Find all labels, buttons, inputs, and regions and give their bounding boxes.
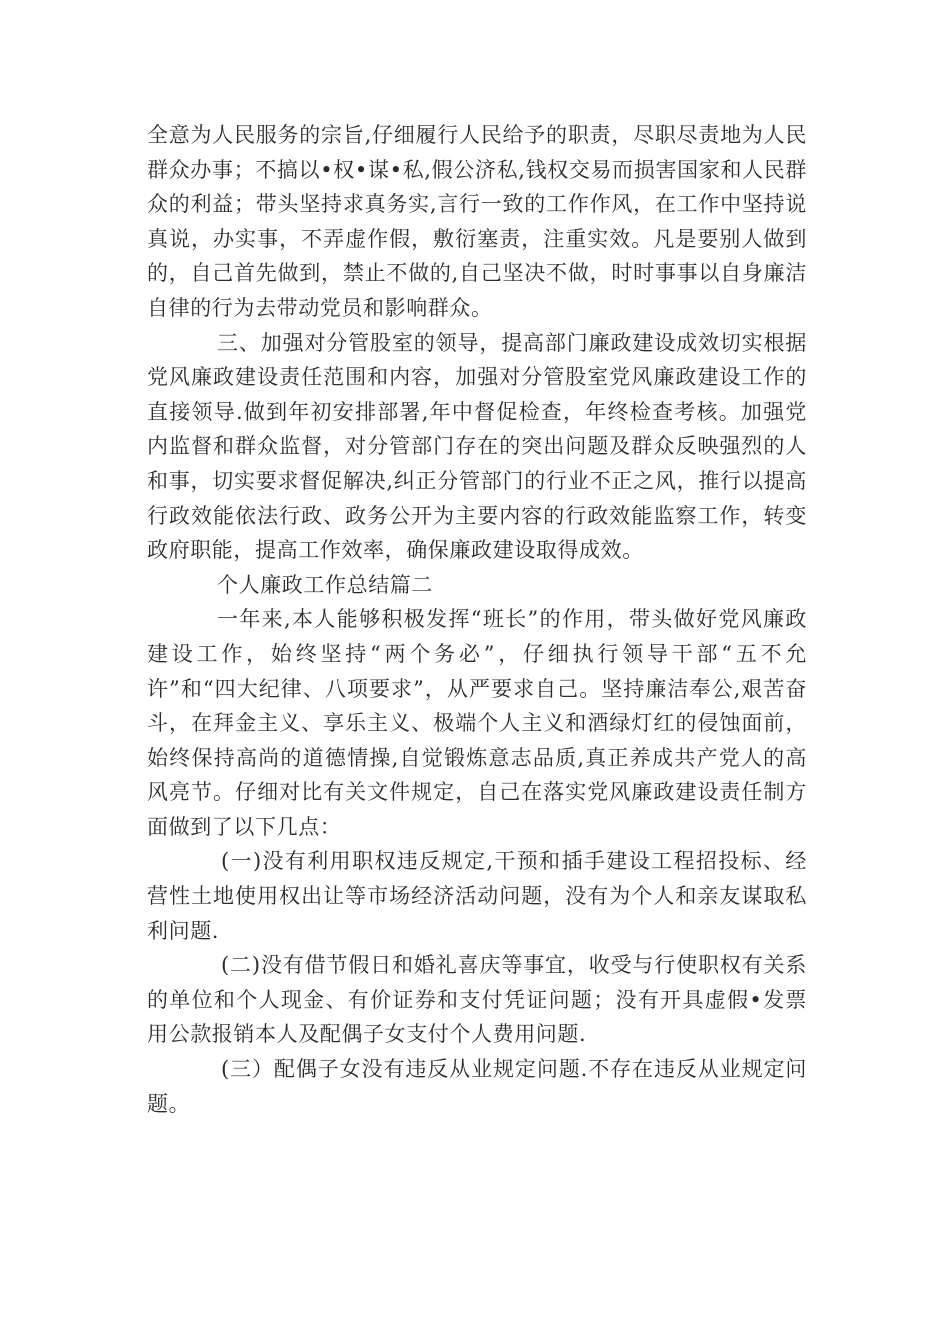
list-item-two: (二)没有借节假日和婚礼喜庆等事宜，收受与行使职权有关系的单位和个人现金、有价证券和支付凭证问题；没有开具虚假•发票用公款报销本人及配偶子女支付个人费用问题.	[147, 953, 807, 1047]
list-item-one: (一)没有利用职权违反规定,干预和插手建设工程招投标、经营性土地使用权出让等市场经济活动问题，没有为个人和亲友谋取私利问题.	[147, 849, 807, 943]
paragraph-continuation: 全意为人民服务的宗旨,仔细履行人民给予的职责，尽职尽责地为人民群众办事；不搞以•权•谋•私,假公济私,钱权交易而损害国家和人民群众的利益；带头坚持求真务实,言行一致的工作作风，在工作中坚持说真说，办实事，不弄虚作假，敷衍塞责，注重实效。凡是要别人做到的，自己首先做到，禁止不做的,自己坚决不做，时时事事以自身廉洁自律的行为去带动党员和影响群众。	[147, 123, 807, 320]
paragraph-summary-intro: 一年来,本人能够积极发挥“班长”的作用，带头做好党风廉政建设工作，始终坚持“两个务必”，仔细执行领导干部“五不允许”和“四大纪律、八项要求”，从严要求自己。坚持廉洁奉公,艰苦奋斗，在拜金主义、享乐主义、极端个人主义和酒绿灯红的侵蚀面前，始终保持高尚的道德情操,自觉锻炼意志品质,真正养成共产党人的高风亮节。仔细对比有关文件规定，自己在落实党风廉政建设责任制方面做到了以下几点：	[147, 607, 807, 839]
list-item-three: (三）配偶子女没有违反从业规定问题.不存在违反从业规定问题。	[147, 1057, 807, 1116]
paragraph-section-three: 三、加强对分管股室的领导，提高部门廉政建设成效切实根据党风廉政建设责任范围和内容，加强对分管股室党风廉政建设工作的直接领导.做到年初安排部署,年中督促检查，年终检查考核。加强党内监督和群众监督，对分管部门存在的突出问题及群众反映强烈的人和事，切实要求督促解决,纠正分管部门的行业不正之风，推行以提高行政效能依法行政、政务公开为主要内容的行政效能监察工作，转变政府职能，提高工作效率，确保廉政建设取得成效。	[147, 330, 807, 563]
document-body	[147, 118, 807, 1121]
section-heading: 个人廉政工作总结篇二	[217, 572, 433, 597]
